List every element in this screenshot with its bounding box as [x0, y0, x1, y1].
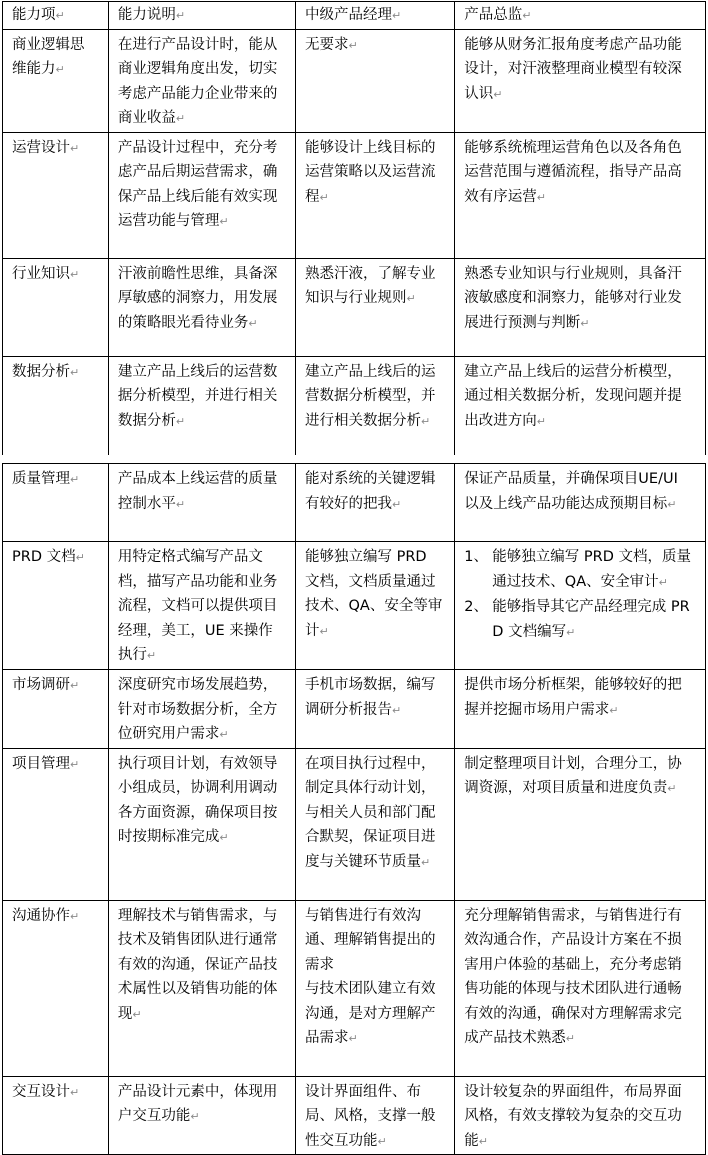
desc-cell: 用特定格式编写产品文档，描写产品功能和业务流程，文档可以提供项目经理，美工，UE 来操作执行↵ — [108, 542, 295, 670]
desc-cell: 执行项目计划，有效领导小组成员，协调利用调动各方面资源，确保项目按时按期标准完成↵ — [108, 748, 295, 900]
table-row — [3, 29, 706, 132]
list-item: 1、 能够独立编写 PRD 文档，质量通过技术、QA、安全审计↵ — [464, 549, 691, 590]
table-row — [3, 464, 706, 542]
table-row — [3, 748, 706, 900]
mid-pm-cell: 建立产品上线后的运营数据分析模型，并进行相关数据分析↵ — [295, 356, 454, 457]
mid-pm-cell: 无要求↵ — [295, 29, 454, 132]
desc-cell: 深度研究市场发展趋势，针对市场数据分析，全方位研究用户需求↵ — [108, 670, 295, 749]
mid-pm-cell: 熟悉汗液，了解专业知识与行业规则↵ — [295, 258, 454, 356]
desc-cell: 产品设计过程中，充分考虑产品后期运营需求，确保产品上线后能有效实现运营功能与管理↵ — [108, 132, 295, 258]
director-cell: 提供市场分析框架，能够较好的把握并挖掘市场用户需求↵ — [455, 670, 706, 749]
item-cell: 行业知识↵ — [3, 258, 109, 356]
desc-cell: 汗液前瞻性思维，具备深厚敏感的洞察力，用发展的策略眼光看待业务↵ — [108, 258, 295, 356]
table-row — [3, 900, 706, 1076]
director-cell: 设计较复杂的界面组件，布局界面风格，有效支撑较为复杂的交互功能↵ — [455, 1076, 706, 1155]
table-row — [3, 132, 706, 258]
director-cell: 建立产品上线后的运营分析模型，通过相关数据分析，发现问题并提出改进方向↵ — [455, 356, 706, 457]
item-cell: 交互设计↵ — [3, 1076, 109, 1155]
table-row — [3, 670, 706, 749]
header-cell: 产品总监↵ — [455, 2, 706, 30]
desc-cell: 建立产品上线后的运营数据分析模型，并进行相关数据分析↵ — [108, 356, 295, 457]
desc-cell: 产品成本上线运营的质量控制水平↵ — [108, 464, 295, 542]
mid-pm-cell: 能够独立编写 PRD 文档，文档质量通过技术、QA、安全等审计↵ — [295, 542, 454, 670]
desc-cell: 在进行产品设计时，能从商业逻辑角度出发，切实考虑产品能力企业带来的商业收益↵ — [108, 29, 295, 132]
capability-table-part1 — [2, 1, 706, 458]
mid-pm-cell: 设计界面组件、布局、风格，支撑一般性交互功能↵ — [295, 1076, 454, 1155]
item-cell: 沟通协作↵ — [3, 900, 109, 1076]
header-cell: 能力项↵ — [3, 2, 109, 30]
table-row — [3, 356, 706, 457]
header-cell: 能力说明↵ — [108, 2, 295, 30]
item-cell: 商业逻辑思维能力↵ — [3, 29, 109, 132]
desc-cell: 理解技术与销售需求，与技术及销售团队进行通常有效的沟通，保证产品技术属性以及销售功能的体现↵ — [108, 900, 295, 1076]
header-cell: 中级产品经理↵ — [295, 2, 454, 30]
mid-pm-cell: 能够设计上线目标的运营策略以及运营流程↵ — [295, 132, 454, 258]
item-cell: PRD 文档↵ — [3, 542, 109, 670]
director-cell: 能够从财务汇报角度考虑产品功能设计，对汗液整理商业模型有较深认识↵ — [455, 29, 706, 132]
mid-pm-cell: 与销售进行有效沟通、理解销售提出的需求 与技术团队建立有效沟通，是对方理解产品需求↵ — [295, 900, 454, 1076]
director-cell: 充分理解销售需求，与销售进行有效沟通合作，产品设计方案在不损害用户体验的基础上，充分考虑销售功能的体现与技术团队进行通畅有效的沟通，确保对方理解需求完成产品技术熟悉↵ — [455, 900, 706, 1076]
director-cell — [455, 542, 706, 670]
table-row — [3, 542, 706, 670]
mid-pm-cell: 手机市场数据，编写调研分析报告↵ — [295, 670, 454, 749]
list-item: 2、 能够指导其它产品经理完成 PRD 文档编写↵ — [464, 599, 690, 640]
item-cell: 质量管理↵ — [3, 464, 109, 542]
item-cell: 项目管理↵ — [3, 748, 109, 900]
desc-cell: 产品设计元素中，体现用户交互功能↵ — [108, 1076, 295, 1155]
table-row — [3, 258, 706, 356]
item-cell: 运营设计↵ — [3, 132, 109, 258]
capability-table-part2 — [2, 463, 706, 1155]
director-cell: 制定整理项目计划，合理分工，协调资源，对项目质量和进度负责↵ — [455, 748, 706, 900]
table-header-row — [3, 2, 706, 30]
table-row — [3, 1076, 706, 1155]
item-cell: 数据分析↵ — [3, 356, 109, 457]
director-cell: 保证产品质量，并确保项目UE/UI 以及上线产品功能达成预期目标↵ — [455, 464, 706, 542]
item-cell: 市场调研↵ — [3, 670, 109, 749]
director-cell: 能够系统梳理运营角色以及各角色运营范围与遵循流程，指导产品高效有序运营↵ — [455, 132, 706, 258]
page-break-gap — [0, 455, 708, 462]
director-cell: 熟悉专业知识与行业规则，具备汗液敏感度和洞察力，能够对行业发展进行预测与判断↵ — [455, 258, 706, 356]
mid-pm-cell: 在项目执行过程中，制定具体行动计划，与相关人员和部门配合默契，保证项目进度与关键环节质量↵ — [295, 748, 454, 900]
mid-pm-cell: 能对系统的关键逻辑有较好的把我↵ — [295, 464, 454, 542]
